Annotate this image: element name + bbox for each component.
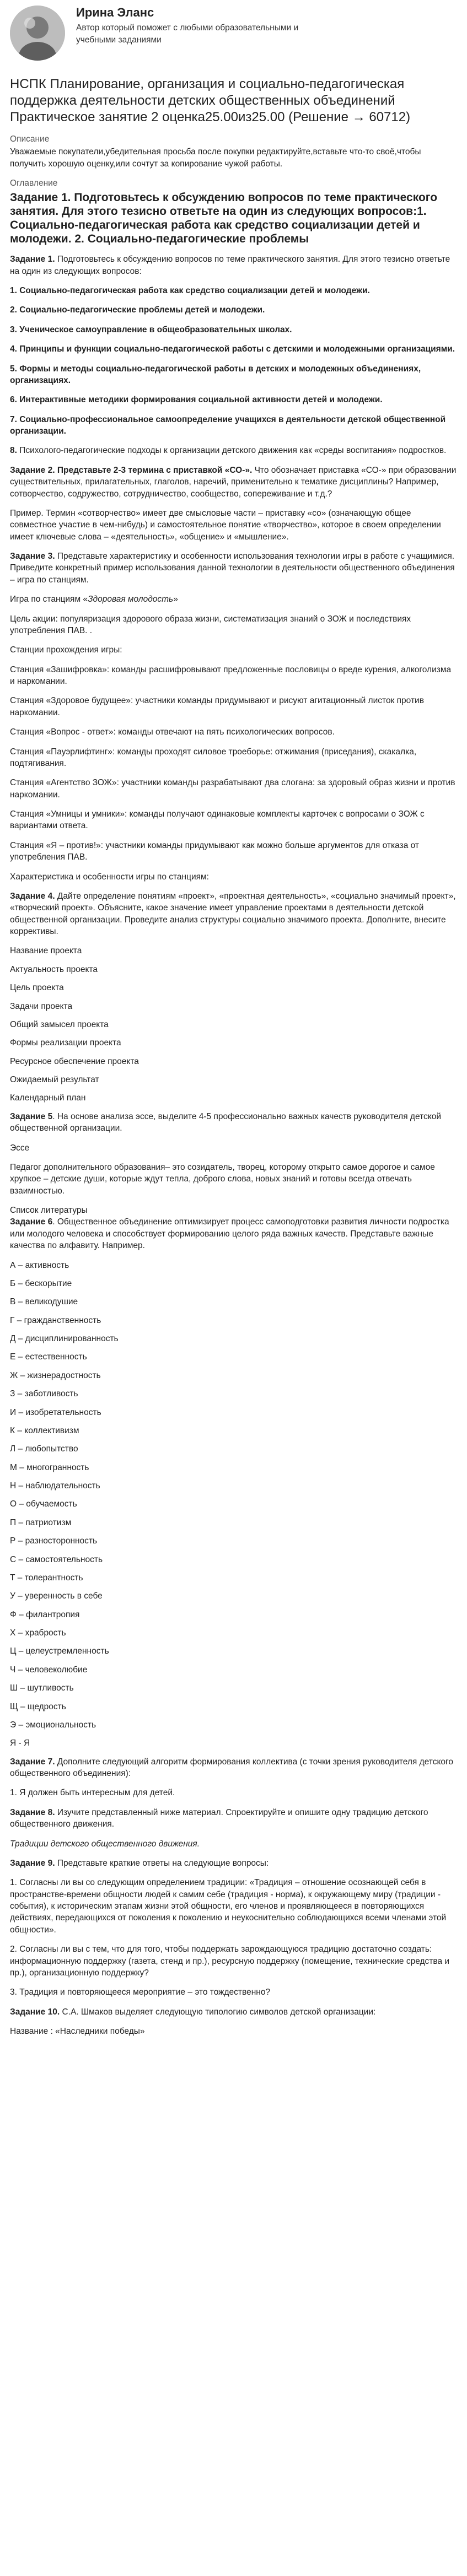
project-field: Формы реализации проекта (10, 1038, 121, 1048)
task5-text: . На основе анализа эссе, выделите 4-5 профессионально важных качеств руководителя детской общественной организации. (10, 1111, 441, 1133)
task9-question-1: 1. Согласны ли вы со следующим определением традиции: «Традиция – отношение осознающей себя в пространстве-времени общности людей к самим себе (традиция - норма), к окружающему миру (традиции - события), к историческим этапам жизни этой общности, его членов и проявляющееся в повторяющихся действиях, передающихся от поколения к поколению и неукоснительно соблюдающихся всеми членами этой общности». (10, 1878, 447, 1935)
question-1-text: 1. Социально-педагогическая работа как средство социализации детей и молодежи. (10, 286, 370, 295)
task8-lead: Задание 8. (10, 1807, 55, 1817)
quality-item: Г – гражданственность (10, 1315, 101, 1325)
quality-item: М – многогранность (10, 1462, 89, 1472)
quality-item: Щ – щедрость (10, 1702, 66, 1711)
description-text: Уважаемые покупатели,убедительная просьба после покупки редактируйте,вставьте что-то своё,чтобы получить хорошую оценку,или сочтут за копирование чужой работы. (10, 147, 421, 169)
quality-item: Ц – целеустремленность (10, 1646, 109, 1656)
quality-item: Е – естественность (10, 1352, 87, 1362)
task5-lead: Задание 5 (10, 1111, 53, 1121)
task9-paragraph (10, 1857, 457, 1869)
question-6-text: 6. Интерактивные методики формирования социальной активности детей и молодежи. (10, 395, 383, 405)
quality-item: И – изобретательность (10, 1407, 101, 1417)
project-field: Цель проекта (10, 983, 64, 993)
question-2-text: 2. Социально-педагогические проблемы детей и молодежи. (10, 305, 265, 315)
station-5: Станция «Агентство ЗОЖ»: участники команды разрабатывают два слогана: за здоровый образ жизни и против наркомании. (10, 778, 455, 800)
task7-item: 1. Я должен быть интересным для детей. (10, 1788, 175, 1798)
task3-paragraph (10, 550, 457, 586)
question-3-text: 3. Ученическое самоуправление в общеобразовательных школах. (10, 325, 292, 334)
quality-item: З – заботливость (10, 1389, 78, 1399)
station-6: Станция «Умницы и умники»: команды получают одинаковые комплекты карточек с вопросами о ЗОЖ с вариантами ответа. (10, 809, 425, 831)
task7-text: Дополните следующий алгоритм формирования коллектива (с точки зрения руководителя детского общественного объединения): (10, 1757, 453, 1778)
task2-paragraph (10, 465, 457, 500)
task6-lead: Задание 6 (10, 1217, 53, 1227)
task1-lead: Задание 1. (10, 255, 55, 264)
quality-item: Я - Я (10, 1738, 30, 1748)
station-1: Станция «Зашифровка»: команды расшифровывают предложенные пословицы о вреде курения, алкоголизма и наркомании. (10, 665, 452, 686)
task9-lead: Задание 9. (10, 1858, 55, 1868)
qualities-alphabet-list (10, 1260, 457, 1749)
question-7-text: 7. Социально-профессиональное самоопределение учащихся в деятельности детской общественной организации. (10, 414, 446, 436)
task3-lead: Задание 3. (10, 552, 55, 561)
description-label: Описание (10, 134, 50, 144)
question-8 (10, 445, 457, 456)
quality-item: А – активность (10, 1260, 69, 1270)
quality-item: В – великодушие (10, 1297, 78, 1307)
task6-text: . Общественное объединение оптимизирует процесс самоподготовки развития личности подростка или молодого человека и способствует формированию целого ряда важных качеств. Представьте важные качества по алфавиту. Например. (10, 1217, 449, 1251)
essay-label: Эссе (10, 1143, 30, 1153)
question-3 (10, 324, 457, 336)
question-2 (10, 304, 457, 316)
game-title (10, 593, 457, 605)
quality-item: Ж – жизнерадостность (10, 1370, 101, 1380)
task1-paragraph (10, 253, 457, 277)
project-field: Ожидаемый результат (10, 1075, 99, 1084)
task10-paragraph (10, 2006, 457, 2018)
question-6 (10, 394, 457, 406)
task2-example: Пример. Термин «сотворчество» имеет две смысловые части – приставку «со» (означающую общее совместное участие в чем-нибудь) и самостоятельное понятие «творчество», которое в своем определении имеет ключевые слова – «деятельность», «общение» и «мышление». (10, 508, 441, 542)
game-title-suffix: » (173, 595, 178, 604)
quality-item: Т – толерантность (10, 1573, 83, 1583)
task2-text: Что обозначает приставка «СО-» при образовании существительных, прилагательных, глаголов, наречий, применительно к тематике дисциплины? Например, сотворчество, содружество, сотрудничество, сообщество, сопереживание и т.д.? (10, 465, 457, 499)
page-title: НСПК Планирование, организация и социально-педагогическая поддержка деятельности детских общественных объединений Практическое занятие 2 оценка25.00из25.00 (Решение → 60712) (10, 77, 411, 125)
project-field: Календарный план (10, 1093, 86, 1103)
author-photo (10, 6, 65, 61)
quality-item: О – обучаемость (10, 1499, 77, 1509)
task4-paragraph (10, 890, 457, 938)
task4-lead: Задание 4. (10, 891, 55, 901)
quality-item: Ф – филантропия (10, 1610, 80, 1619)
symbol-name-line: Название : «Наследники победы» (10, 2027, 145, 2036)
quality-item: Х – храбрость (10, 1628, 66, 1638)
station-3: Станция «Вопрос - ответ»: команды отвечают на пять психологических вопросов. (10, 727, 335, 737)
avatar[interactable] (10, 6, 65, 61)
quality-item: Д – дисциплинированность (10, 1334, 119, 1343)
task6-paragraph (10, 1216, 457, 1251)
literature-label: Список литературы (10, 1206, 88, 1215)
project-field: Задачи проекта (10, 1001, 73, 1011)
task9-question-3: 3. Традиция и повторяющееся мероприятие – это тождественно? (10, 1988, 271, 1997)
task5-paragraph (10, 1111, 457, 1135)
quality-item: С – самостоятельность (10, 1554, 103, 1564)
question-5 (10, 363, 457, 387)
game-name: Здоровая молодость (88, 595, 174, 604)
quality-item: Ш – шутливость (10, 1683, 74, 1693)
toc-label: Оглавление (10, 179, 58, 188)
task1-heading: Задание 1. Подготовьтесь к обсуждению вопросов по теме практического занятия. Для этого тезисно ответьте на один из следующих вопросов:1. Социально-педагогическая работа как средство социализации детей и молодежи. 2. Социально-педагогические проблемы (10, 191, 438, 246)
task8-paragraph (10, 1807, 457, 1830)
question-8-lead: 8. (10, 446, 17, 456)
quality-item: Б – бескорытие (10, 1278, 72, 1288)
essay-text: Педагог дополнительного образования– это созидатель, творец, которому открыто самое дорогое и самое хрупкое – детские души, которые ждут тепла, доброго слова, новых знаний и готовы всегда отвечать взаимностью. (10, 1162, 435, 1196)
quality-item: Э – эмоциональность (10, 1720, 96, 1730)
author-description: Автор который поможет с любыми образовательными и учебными заданиями (76, 23, 299, 45)
task8-subtitle (10, 1838, 457, 1850)
question-5-text: 5. Формы и методы социально-педагогической работы в детских и молодежных объединениях, организациях. (10, 364, 421, 385)
station-2: Станция «Здоровое будущее»: участники команды придумывают и рисуют агитационный листок против наркомании. (10, 696, 424, 717)
station-7: Станция «Я – против!»: участники команды придумывают как можно больше аргументов для отказа от употребления ПАВ. (10, 840, 419, 862)
task7-lead: Задание 7. (10, 1757, 55, 1767)
task2-lead: Задание 2. Представьте 2-3 термина с приставкой «СО-». (10, 465, 253, 475)
task10-lead: Задание 10. (10, 2007, 60, 2017)
project-field: Общий замысел проекта (10, 1019, 109, 1029)
project-fields (10, 945, 457, 1104)
task9-text: Представьте краткие ответы на следующие вопросы: (55, 1858, 269, 1868)
quality-item: П – патриотизм (10, 1517, 72, 1527)
task7-paragraph (10, 1756, 457, 1780)
game-title-prefix: Игра по станциям « (10, 595, 88, 604)
task4-text: Дайте определение понятиям «проект», «проектная деятельность», «социально значимый проект», «творческий проект». Объясните, какое значение имеет управление проектами в деятельности детской общественной организации. Проведите анализ структуры социально значимого проекта. Дополните, внесите коррективы. (10, 891, 456, 936)
task1-text: Подготовьтесь к обсуждению вопросов по теме практического занятия. Для этого тезисно ответьте на один из следующих вопросов: (10, 255, 450, 276)
question-7 (10, 414, 457, 438)
question-1 (10, 285, 457, 296)
project-field: Ресурсное обеспечение проекта (10, 1056, 139, 1066)
question-4-text: 4. Принципы и функции социально-педагогической работы с детскими и молодежными организациями. (10, 344, 455, 354)
game-goal: Цель акции: популяризация здорового образа жизни, систематизация знаний о ЗОЖ и последствиях употребления ПАВ. . (10, 614, 411, 635)
station-4: Станция «Пауэрлифтинг»: команды проходят силовое троеборье: отжимания (приседания), скакалка, подтягивания. (10, 747, 417, 768)
task3-text: Представьте характеристику и особенности использования технологии игры в работе с учащимися. Приведите конкретный пример использования данной технологии в деятельности общественного объединения – игра по станциям. (10, 552, 455, 585)
quality-item: К – коллективизм (10, 1425, 79, 1435)
task9-question-2: 2. Согласны ли вы с тем, что для того, чтобы поддержать зарождающуюся традицию достаточно создать: информационную поддержку (газета, стенд и пр.), ресурсную поддержку (помещение, технические средства и пр.), организационную поддержку? (10, 1945, 450, 1978)
question-8-text: Психолого-педагогические подходы к организации детского движения как «среды воспитания» подростков. (17, 446, 447, 456)
project-field: Актуальность проекта (10, 964, 98, 974)
task8-text: Изучите представленный ниже материал. Спроектируйте и опишите одну традицию детского общественного движения. (10, 1807, 428, 1829)
project-field: Название проекта (10, 946, 82, 956)
quality-item: Н – наблюдательность (10, 1481, 100, 1490)
quality-item: Р – разносторонность (10, 1536, 98, 1546)
quality-item: Ч – человеколюбие (10, 1665, 88, 1675)
author-name[interactable]: Ирина Эланс (76, 6, 154, 19)
task8-subtitle-text: Традиции детского общественного движения. (10, 1839, 200, 1849)
features-label: Характеристика и особенности игры по станциям: (10, 872, 209, 882)
quality-item: Л – любопытство (10, 1444, 78, 1454)
author-header (10, 3, 457, 69)
question-4 (10, 343, 457, 355)
quality-item: У – уверенность в себе (10, 1591, 103, 1601)
stations-label: Станции прохождения игры: (10, 645, 122, 655)
task10-text: С.А. Шмаков выделяет следующую типологию символов детской организации: (60, 2007, 376, 2017)
